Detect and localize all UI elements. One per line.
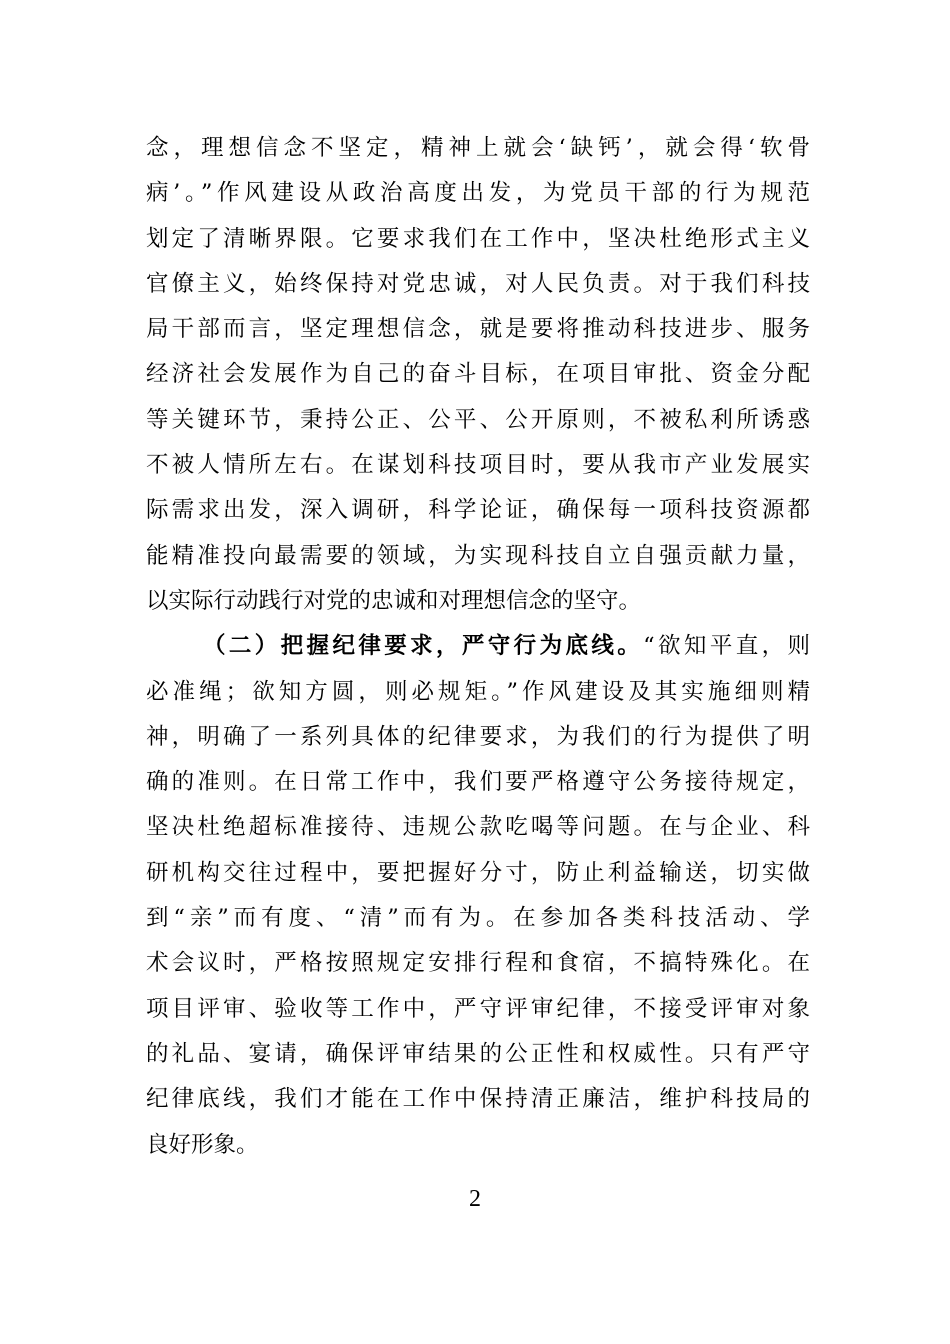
text-line: 等关键环节，秉持公正、公平、公开原则，不被私利所诱惑 [146,406,810,433]
text-line-first [146,624,810,669]
text-line: 经济社会发展作为自己的奋斗目标，在项目审批、资金分配 [146,361,810,388]
paragraph-discipline [146,624,810,1168]
section-heading: （二）把握纪律要求，严守行为底线。 [203,633,644,660]
text-line: 良好形象。 [146,1131,259,1158]
text-line: 坚决杜绝超标准接待、违规公款吃喝等问题。在与企业、科 [146,814,810,841]
body-text [146,126,810,1168]
text-line: 确的准则。在日常工作中，我们要严格遵守公务接待规定， [146,769,810,796]
text-line: 能精准投向最需要的领域，为实现科技自立自强贡献力量， [146,542,810,569]
text-line: 官僚主义，始终保持对党忠诚，对人民负责。对于我们科技 [146,270,810,297]
text-line: 必准绳；欲知方圆，则必规矩。”作风建设及其实施细则精 [146,678,810,705]
paragraph-ideals [146,126,810,624]
text-line: 念，理想信念不坚定，精神上就会‘缺钙’，就会得‘软骨 [146,135,810,161]
heading-followup: “欲知平直，则 [643,633,810,660]
page-number: 2 [469,1186,481,1212]
text-line: 际需求出发，深入调研，科学论证，确保每一项科技资源都 [146,497,810,524]
text-line: 神，明确了一系列具体的纪律要求，为我们的行为提供了明 [146,723,810,750]
text-line: 不被人情所左右。在谋划科技项目时，要从我市产业发展实 [146,452,810,479]
text-line: 划定了清晰界限。它要求我们在工作中，坚决杜绝形式主义 [146,225,810,252]
text-line: 病’。”作风建设从政治高度出发，为党员干部的行为规范 [146,180,810,207]
text-line: 以实际行动践行对党的忠诚和对理想信念的坚守。 [146,587,642,614]
text-line: 的礼品、宴请，确保评审结果的公正性和权威性。只有严守 [146,1040,810,1067]
text-line: 项目评审、验收等工作中，严守评审纪律，不接受评审对象 [146,995,810,1022]
text-line: 纪律底线，我们才能在工作中保持清正廉洁，维护科技局的 [146,1086,810,1113]
text-line: 术会议时，严格按照规定安排行程和食宿，不搞特殊化。在 [146,950,810,977]
text-line: 到“亲”而有度、“清”而有为。在参加各类科技活动、学 [146,905,810,932]
text-line: 局干部而言，坚定理想信念，就是要将推动科技进步、服务 [146,316,810,343]
text-line: 研机构交往过程中，要把握好分寸，防止利益输送，切实做 [146,859,810,886]
